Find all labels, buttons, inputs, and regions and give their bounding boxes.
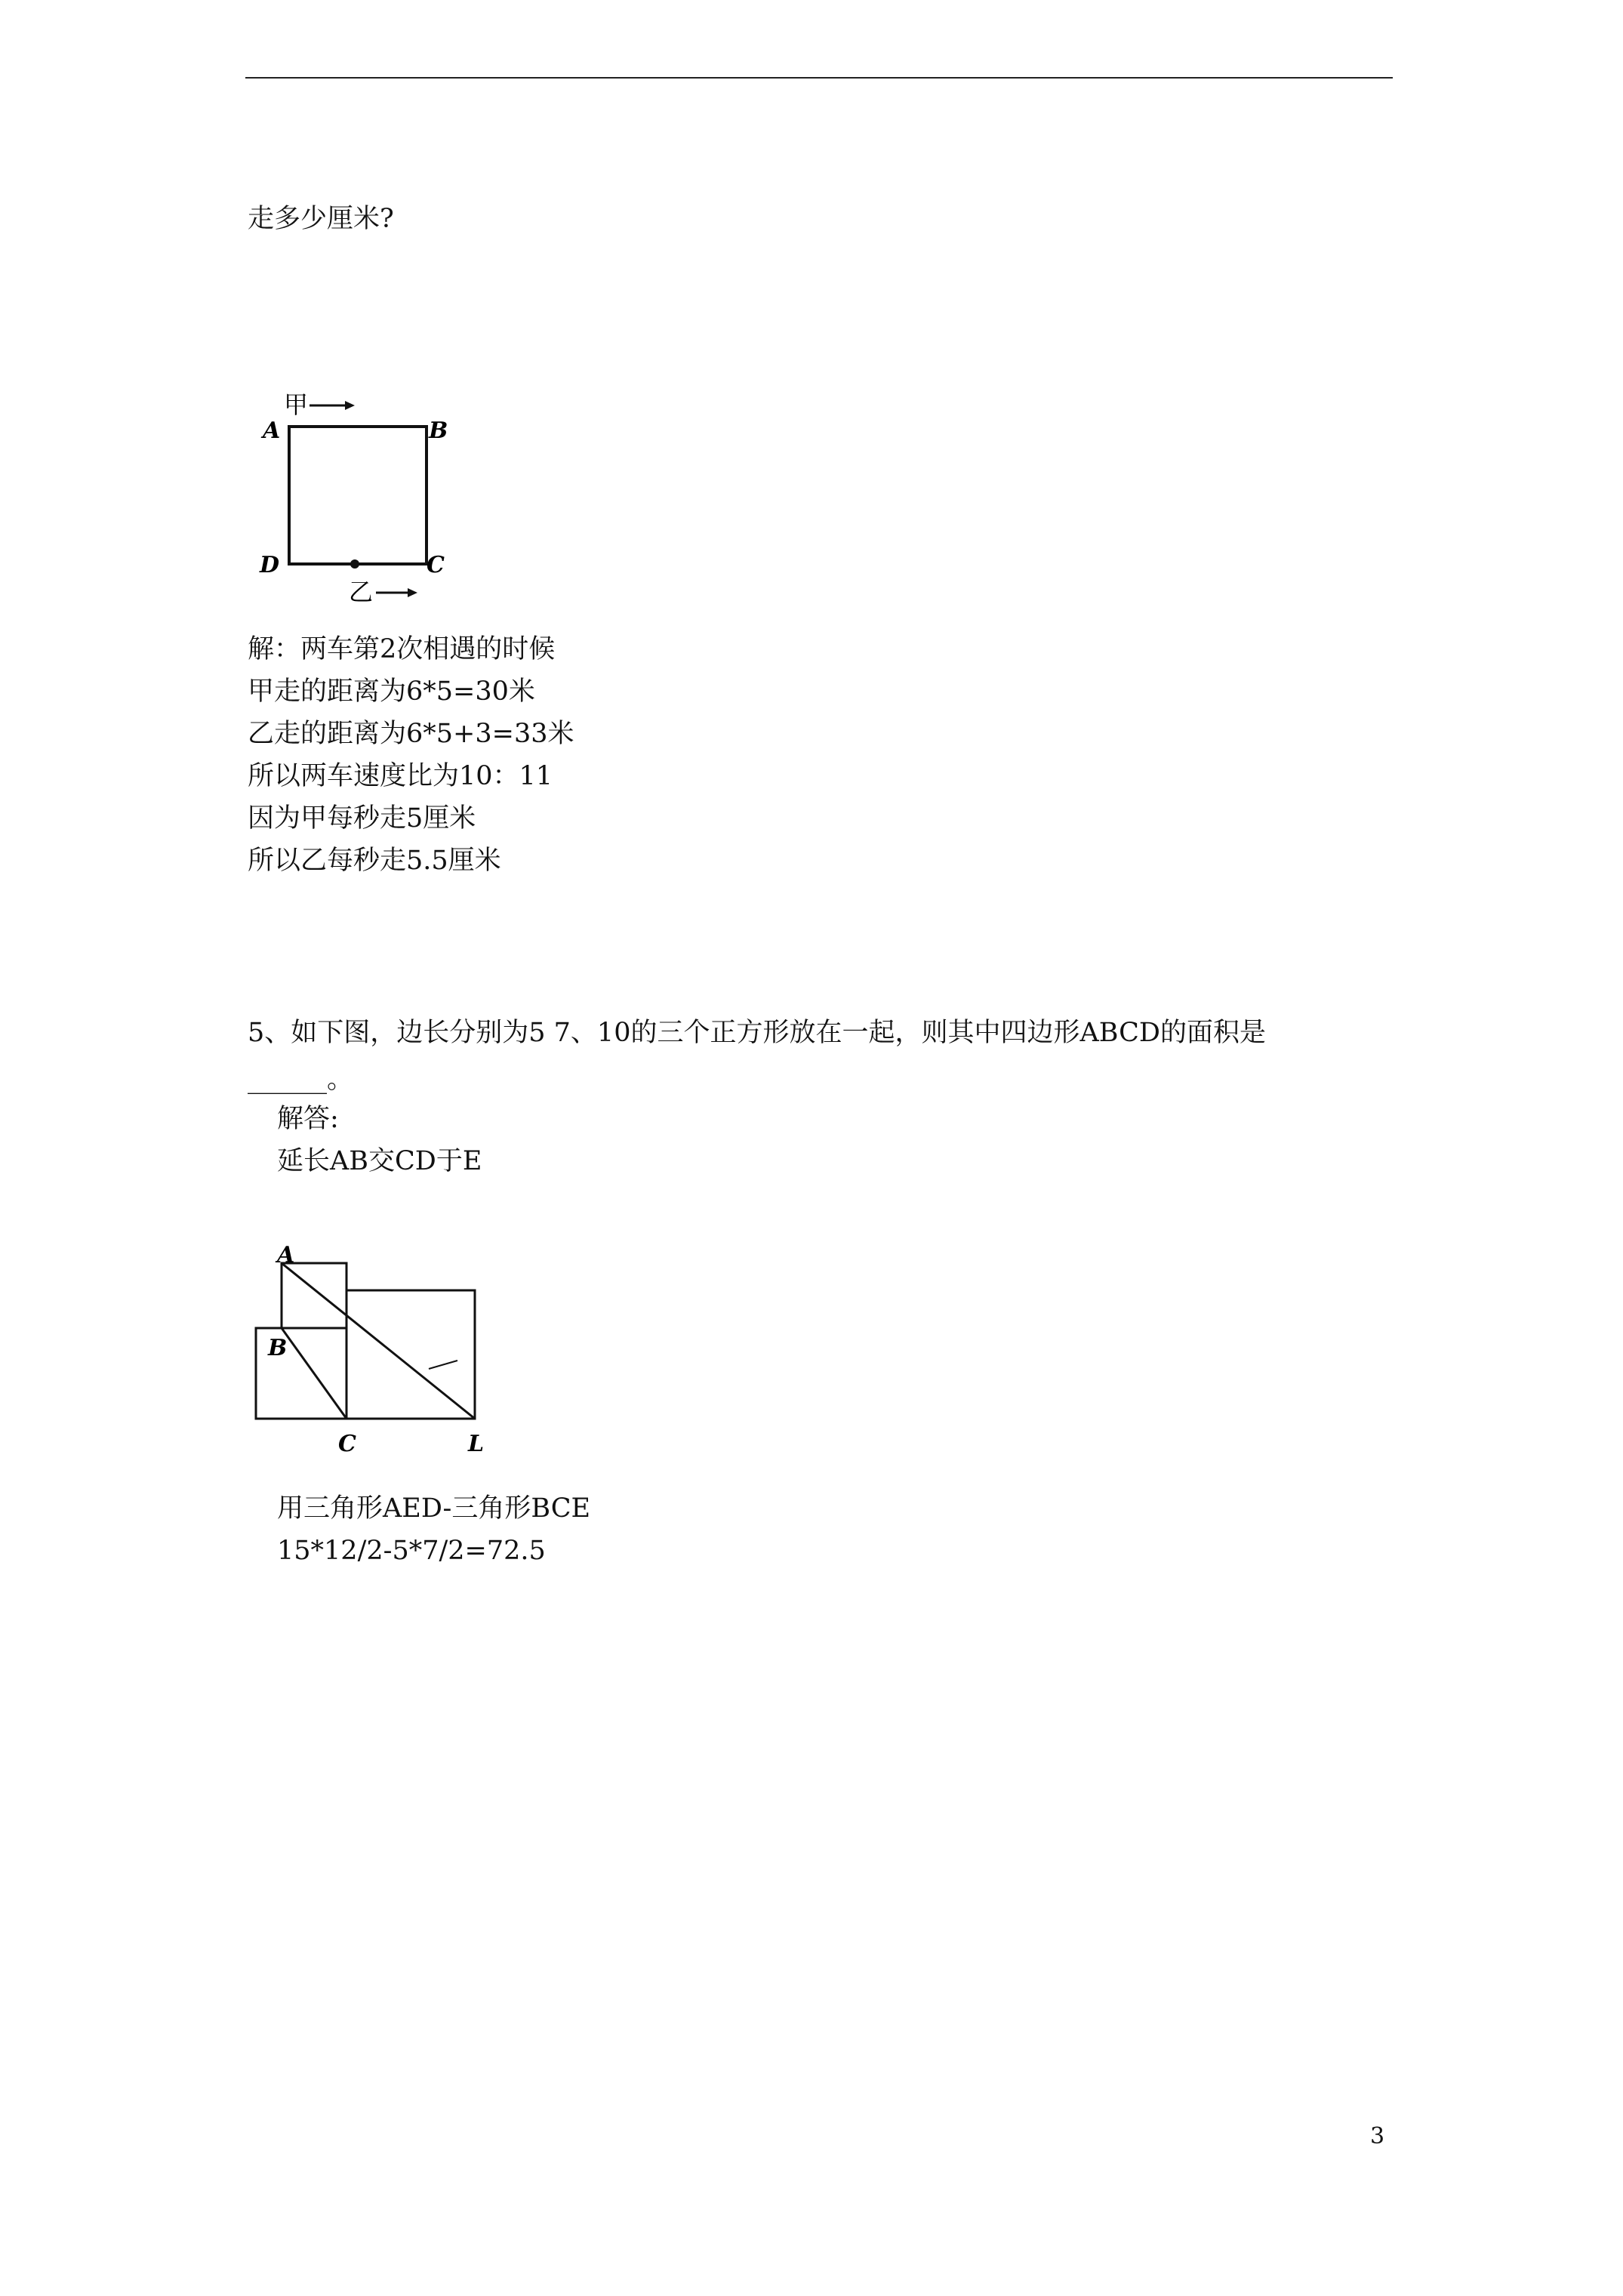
- solution4-line4: 所以两车速度比为10：11: [248, 761, 553, 791]
- header-rule: [245, 77, 1393, 79]
- label-b: B: [268, 1335, 288, 1361]
- question-continuation: 走多少厘米?: [248, 204, 394, 234]
- label-c: C: [427, 552, 445, 578]
- question5-text: 5、如下图，边长分别为5 7、10的三个正方形放在一起，则其中四边形ABCD的面积是: [248, 1018, 1266, 1048]
- stray-mark: [429, 1361, 457, 1369]
- label-c: C: [338, 1431, 356, 1457]
- label-b: B: [429, 418, 448, 444]
- solution4-line3: 乙走的距离为6*5+3=33米: [248, 719, 574, 749]
- page-number: 3: [1370, 2123, 1385, 2150]
- square-small: [282, 1263, 346, 1328]
- arrow-yi-head: [408, 588, 417, 597]
- solution4-line6: 所以乙每秒走5.5厘米: [248, 846, 501, 876]
- label-a: A: [263, 418, 281, 444]
- label-d: D: [260, 552, 280, 578]
- solution5-heading: 解答:: [277, 1104, 339, 1134]
- question5-blank: ______。: [248, 1065, 354, 1095]
- solution5-line3: 15*12/2-5*7/2=72.5: [277, 1536, 546, 1566]
- label-l: L: [468, 1431, 485, 1457]
- solution4-line1: 解：两车第2次相遇的时候: [248, 634, 556, 664]
- label-jia: 甲: [284, 390, 309, 419]
- arrow-jia-head: [345, 401, 355, 410]
- label-yi: 乙: [349, 578, 374, 606]
- solution5-line2: 用三角形AED-三角形BCE: [277, 1493, 591, 1524]
- figure-square-path: [249, 381, 476, 612]
- point-yi: [350, 559, 359, 569]
- square-large: [346, 1290, 475, 1419]
- square-abcd: [289, 427, 427, 564]
- solution4-line5: 因为甲每秒走5厘米: [248, 803, 476, 834]
- label-a: A: [277, 1242, 295, 1268]
- line-b-c: [282, 1328, 346, 1419]
- solution5-line1: 延长AB交CD于E: [277, 1146, 482, 1176]
- line-a-l: [282, 1263, 475, 1419]
- solution4-line2: 甲走的距离为6*5=30米: [248, 676, 535, 707]
- figure-three-squares: [249, 1231, 491, 1465]
